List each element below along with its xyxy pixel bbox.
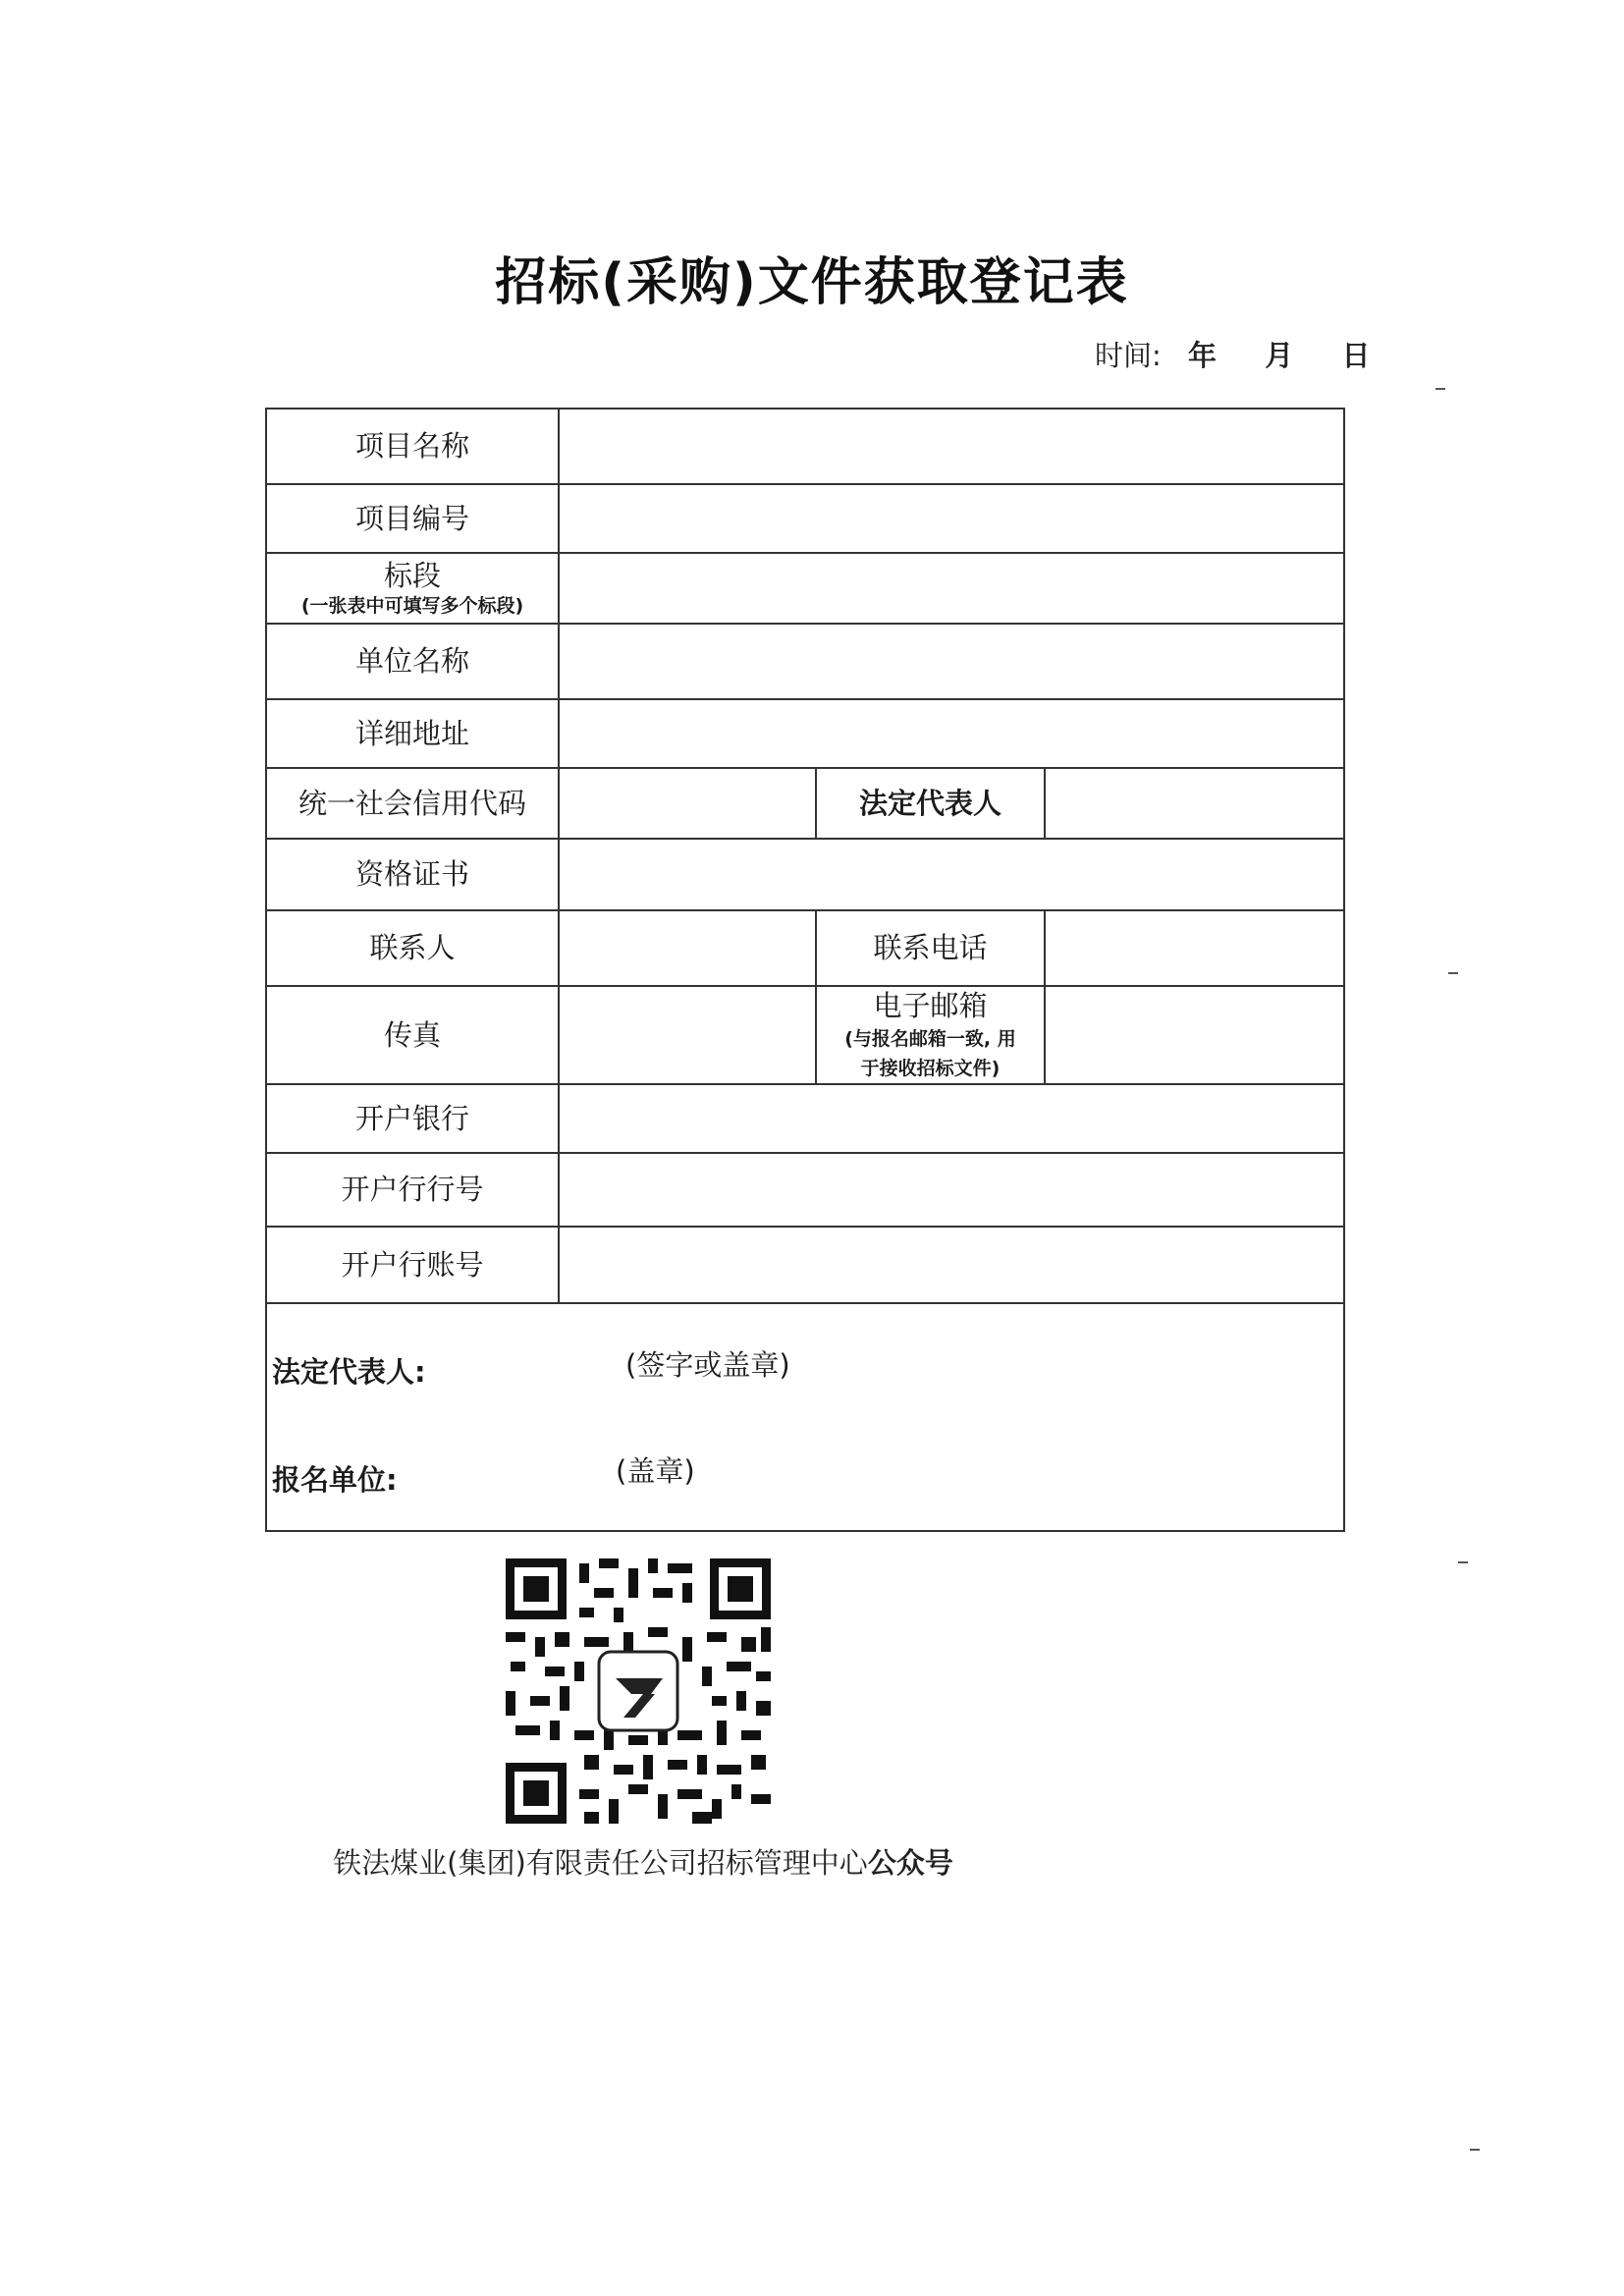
label-fax: 传真: [267, 987, 560, 1083]
label-bank: 开户银行: [267, 1085, 560, 1152]
date-label: 时间:: [1095, 339, 1162, 372]
label-section: [267, 554, 560, 623]
date-year: 年: [1188, 339, 1218, 372]
label-project-no: 项目编号: [267, 485, 560, 552]
signature-area: [267, 1304, 1343, 1530]
label-credit-code: 统一社会信用代码: [267, 769, 560, 838]
label-address: 详细地址: [267, 700, 560, 767]
field-contact[interactable]: [560, 911, 817, 985]
row-fax-email: [267, 987, 1343, 1085]
row-company: [267, 625, 1343, 700]
row-section: [267, 554, 1343, 625]
field-project-no[interactable]: [560, 485, 1343, 552]
label-project-name: 项目名称: [267, 410, 560, 483]
row-credit-code: [267, 769, 1343, 840]
field-address[interactable]: [560, 700, 1343, 767]
field-fax[interactable]: [560, 987, 817, 1083]
unit-seal-note[interactable]: (盖章): [616, 1454, 695, 1488]
row-project-no: [267, 485, 1343, 554]
label-company: 单位名称: [267, 625, 560, 698]
label-bank-no: 开户行行号: [267, 1154, 560, 1226]
row-bank: [267, 1085, 1343, 1154]
legal-rep-sign-label: 法定代表人:: [272, 1355, 426, 1389]
date-line: [1095, 334, 1371, 374]
label-email-note-2: 于接收招标文件): [860, 1058, 1001, 1080]
field-email[interactable]: [1046, 987, 1343, 1083]
label-email-note-1: (与报名邮箱一致, 用: [844, 1028, 1016, 1051]
footer-org: 铁法煤业(集团)有限责任公司招标管理中心: [333, 1846, 868, 1880]
date-month: 月: [1265, 339, 1294, 372]
scan-mark: [1470, 2149, 1480, 2151]
field-phone[interactable]: [1046, 911, 1343, 985]
row-bank-no: [267, 1154, 1343, 1228]
label-section-note: (一张表中可填写多个标段): [300, 595, 524, 618]
field-project-name[interactable]: [560, 410, 1343, 483]
field-credit-code[interactable]: [560, 769, 817, 838]
row-contact: [267, 911, 1343, 987]
label-phone: 联系电话: [817, 911, 1046, 985]
field-account-no[interactable]: [560, 1228, 1343, 1302]
registration-form-table: [265, 408, 1345, 1532]
row-address: [267, 700, 1343, 769]
row-project-name: [267, 410, 1343, 485]
label-qualification: 资格证书: [267, 840, 560, 909]
field-legal-rep[interactable]: [1046, 769, 1343, 838]
label-legal-rep: 法定代表人: [817, 769, 1046, 838]
field-qualification[interactable]: [560, 840, 1343, 909]
footer-suffix: 公众号: [867, 1846, 953, 1880]
label-email: [817, 987, 1046, 1083]
legal-rep-sign-note[interactable]: (签字或盖章): [625, 1348, 790, 1382]
label-section-text: 标段: [383, 559, 441, 592]
label-account-no: 开户行账号: [267, 1228, 560, 1302]
row-qualification: [267, 840, 1343, 911]
label-contact: 联系人: [267, 911, 560, 985]
field-section[interactable]: [560, 554, 1343, 623]
scan-mark: [1458, 1561, 1468, 1563]
scan-mark: [1435, 388, 1445, 390]
qr-code-icon: [506, 1558, 771, 1824]
form-title: 招标(采购)文件获取登记表: [495, 253, 1129, 312]
field-company[interactable]: [560, 625, 1343, 698]
footer-caption: [0, 1841, 1286, 1882]
scan-mark: [1448, 972, 1458, 974]
field-bank[interactable]: [560, 1085, 1343, 1152]
unit-sign-label: 报名单位:: [272, 1463, 398, 1497]
row-account-no: [267, 1228, 1343, 1304]
field-bank-no[interactable]: [560, 1154, 1343, 1226]
date-day: 日: [1341, 339, 1371, 372]
label-email-text: 电子邮箱: [873, 989, 988, 1023]
